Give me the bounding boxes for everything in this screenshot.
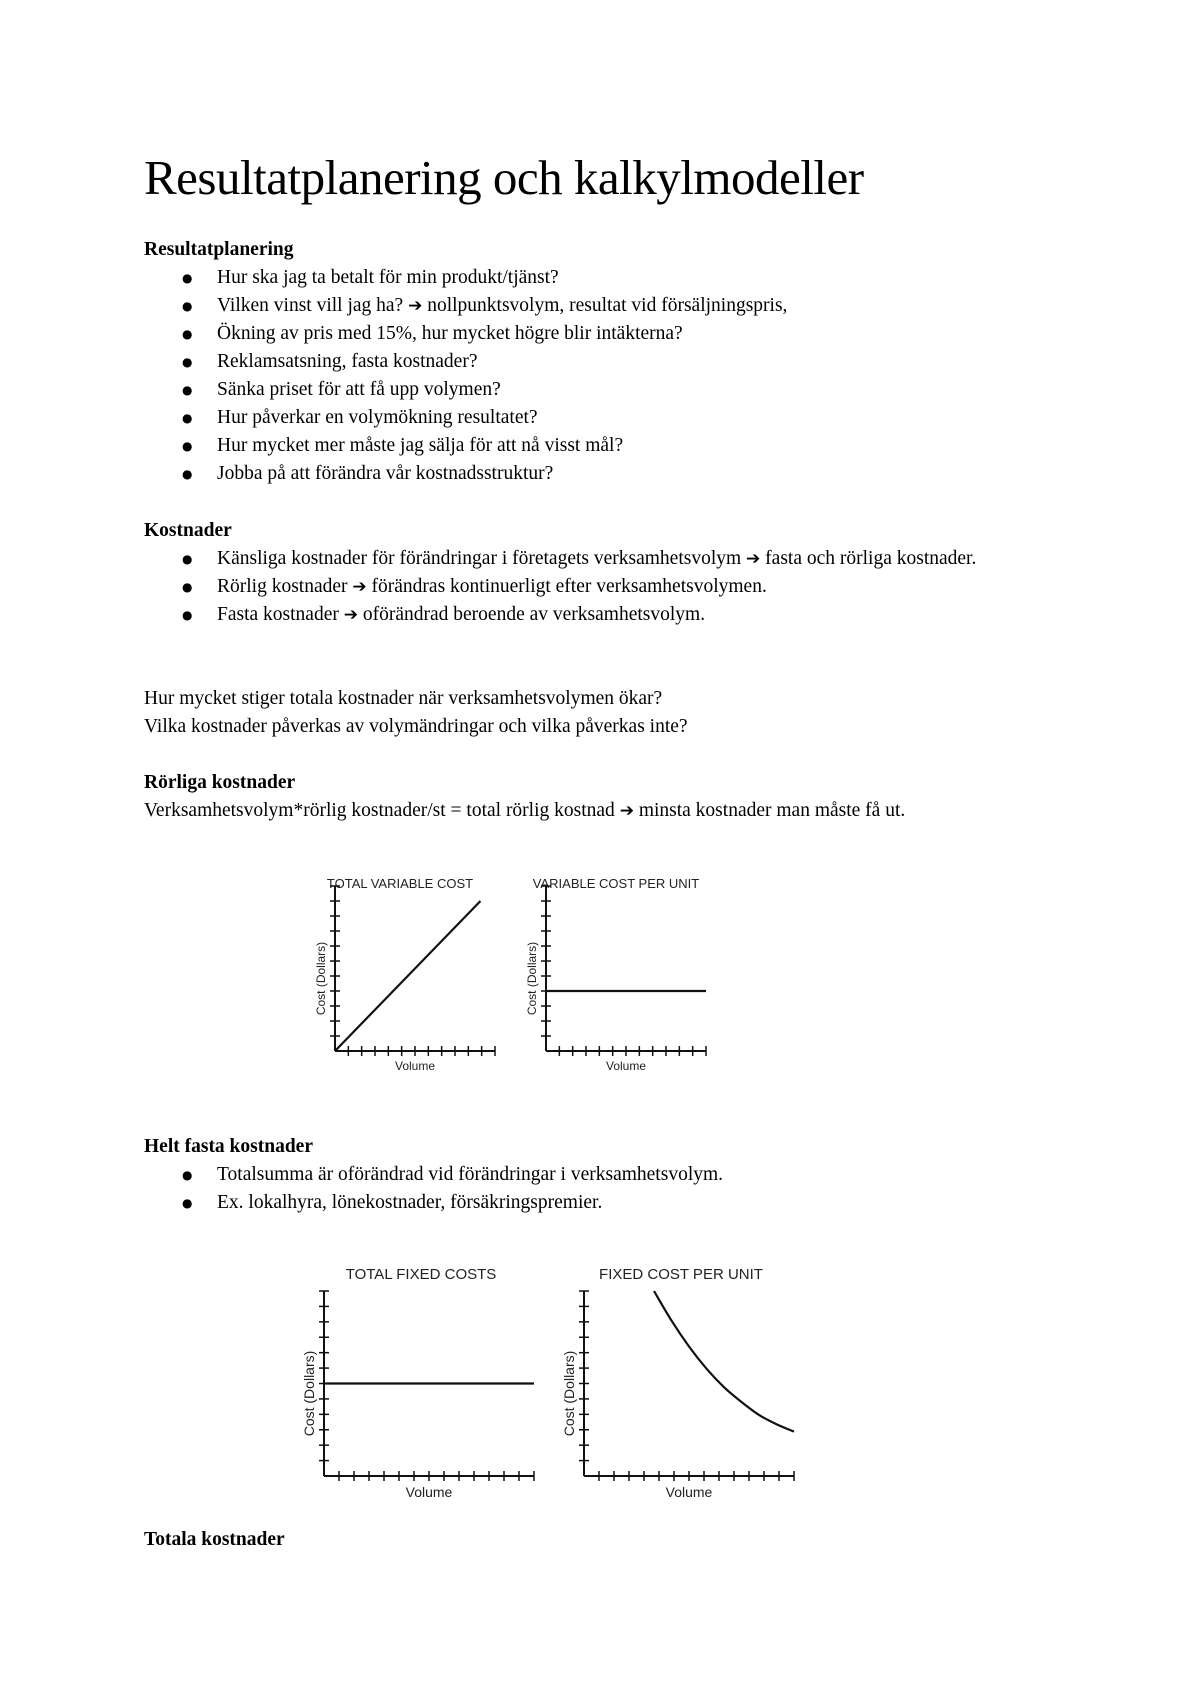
right-arrow-icon: ➔: [343, 605, 358, 625]
x-axis-label: Volume: [405, 1484, 453, 1500]
question-line: Vilka kostnader påverkas av volymändringar och vilka påverkas inte?: [144, 716, 688, 737]
right-arrow-icon: ➔: [746, 549, 761, 569]
questions-paragraph: [144, 685, 1074, 741]
chart-svg: [561, 1264, 826, 1512]
series-line: [654, 1291, 794, 1432]
list-item: ● Sänka priset för att få upp volymen?: [144, 376, 1074, 404]
right-arrow-icon: ➔: [408, 296, 423, 316]
section-resultatplanering: [144, 236, 1074, 488]
list-item: [144, 573, 1074, 601]
formula-text: minsta kostnader man måste få ut.: [638, 800, 906, 821]
right-arrow-icon: ➔: [619, 801, 634, 821]
section-kostnader: [144, 517, 1074, 629]
list-item: ● Hur påverkar en volymökning resultatet?: [144, 404, 1074, 432]
bullet-list: [144, 545, 1074, 629]
y-axis-label: Cost (Dollars): [561, 1350, 577, 1437]
chart-svg: [301, 1264, 566, 1512]
list-item-text: Vilken vinst vill jag ha?: [217, 295, 404, 316]
list-item: ● Jobba på att förändra vår kostnadsstruktur?: [144, 460, 1074, 488]
chart-title: VARIABLE COST PER UNIT: [532, 876, 700, 891]
list-item-text: Rörlig kostnader: [217, 576, 348, 597]
bullet-list: [144, 264, 1074, 488]
chart-title: FIXED COST PER UNIT: [599, 1266, 763, 1283]
list-item: ● Hur mycket mer måste jag sälja för att nå visst mål?: [144, 432, 1074, 460]
list-item: ● Totalsumma är oförändrad vid förändringar i verksamhetsvolym.: [144, 1161, 1074, 1189]
right-arrow-icon: ➔: [352, 577, 367, 597]
y-axis-label: Cost (Dollars): [301, 1350, 317, 1437]
section-heading: Resultatplanering: [144, 239, 294, 260]
x-axis-label: Volume: [605, 1059, 647, 1073]
chart-fixed-cost-per-unit: [561, 1264, 826, 1512]
section-heading: Kostnader: [144, 520, 232, 541]
list-item-text: oförändrad beroende av verksamhetsvolym.: [362, 604, 706, 625]
chart-svg: [314, 875, 540, 1085]
section-heading: Helt fasta kostnader: [144, 1136, 313, 1157]
x-axis-label: Volume: [394, 1059, 436, 1073]
list-item: ● Ex. lokalhyra, lönekostnader, försäkringspremier.: [144, 1189, 1074, 1217]
list-item-text: fasta och rörliga kostnader.: [765, 548, 977, 569]
list-item-text: förändras kontinuerligt efter verksamhetsvolymen.: [371, 576, 767, 597]
chart-title: TOTAL FIXED COSTS: [345, 1266, 497, 1283]
chart-total-fixed-costs: [301, 1264, 566, 1512]
list-item: [144, 292, 1074, 320]
y-axis-label: Cost (Dollars): [314, 941, 328, 1016]
formula-text: Verksamhetsvolym*rörlig kostnader/st = total rörlig kostnad: [144, 800, 615, 821]
section-totala-kostnader: [144, 1526, 1074, 1554]
chart-total-variable-cost: [314, 875, 540, 1085]
chart-title: TOTAL VARIABLE COST: [326, 876, 474, 891]
list-item-text: nollpunktsvolym, resultat vid försäljningspris,: [427, 295, 788, 316]
series-line: [335, 901, 480, 1051]
list-item: ● Reklamsatsning, fasta kostnader?: [144, 348, 1074, 376]
question-line: Hur mycket stiger totala kostnader när verksamhetsvolymen ökar?: [144, 688, 663, 709]
list-item-text: Fasta kostnader: [217, 604, 339, 625]
x-axis-label: Volume: [665, 1484, 713, 1500]
section-heading: Rörliga kostnader: [144, 772, 296, 793]
list-item: ● Ökning av pris med 15%, hur mycket högre blir intäkterna?: [144, 320, 1074, 348]
document-title: Resultatplanering och kalkylmodeller: [144, 150, 864, 205]
list-item: ● Hur ska jag ta betalt för min produkt/tjänst?: [144, 264, 1074, 292]
y-axis-label: Cost (Dollars): [525, 941, 539, 1016]
list-item: [144, 601, 1074, 629]
formula-paragraph: [144, 797, 1074, 825]
chart-variable-cost-per-unit: [525, 875, 761, 1085]
list-item: [144, 545, 1074, 573]
list-item-text: Känsliga kostnader för förändringar i företagets verksamhetsvolym: [217, 548, 742, 569]
section-rorliga-kostnader: [144, 769, 1074, 825]
section-heading: Totala kostnader: [144, 1529, 285, 1550]
chart-svg: [525, 875, 761, 1085]
section-helt-fasta-kostnader: [144, 1133, 1074, 1217]
bullet-list: [144, 1161, 1074, 1217]
